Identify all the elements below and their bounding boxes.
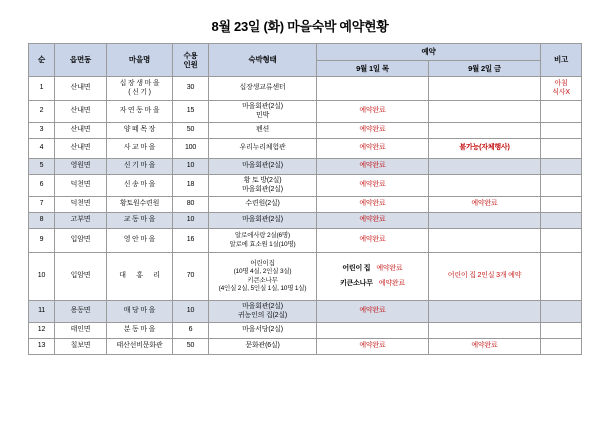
- cell-note: [541, 175, 582, 197]
- cell-eup: 고부면: [55, 213, 107, 229]
- cell-capacity: 50: [173, 123, 209, 139]
- cell-lodging-type: 마을회관(2실) 민박: [209, 101, 317, 123]
- table-row: [29, 339, 582, 355]
- day1-sub-label-2: 키큰소나무: [339, 279, 373, 287]
- cell-village: 자 연 동 마 을: [107, 101, 173, 123]
- cell-village: 교 동 마 을: [107, 213, 173, 229]
- table-row: [29, 253, 582, 301]
- cell-note: [541, 323, 582, 339]
- cell-eup: 입암면: [55, 253, 107, 301]
- cell-day1: 예약완료: [317, 197, 429, 213]
- cell-no: 9: [29, 229, 55, 253]
- cell-lodging-type: 알로에사랑 2실(6명) 알로에 효소원 1실(10명): [209, 229, 317, 253]
- cell-lodging-type: 수련원(2실): [209, 197, 317, 213]
- cell-no: 11: [29, 301, 55, 323]
- col-header-village: 마을명: [107, 44, 173, 77]
- cell-day2: [429, 159, 541, 175]
- cell-lodging-type: 황 토 방(2실) 마을회관(2실): [209, 175, 317, 197]
- page-title: 8월 23일 (화) 마을숙박 예약현황: [211, 19, 389, 34]
- cell-eup: 입암면: [55, 229, 107, 253]
- cell-lodging-type: 십장생교류센터: [209, 77, 317, 101]
- cell-day1: [317, 77, 429, 101]
- cell-eup: 영원면: [55, 159, 107, 175]
- cell-day1: 예약완료: [317, 123, 429, 139]
- cell-eup: 칠보면: [55, 339, 107, 355]
- col-header-note: 비고: [541, 44, 582, 77]
- cell-eup: 산내면: [55, 123, 107, 139]
- cell-day1: 예약완료: [317, 139, 429, 159]
- cell-day2: 불가능(자체행사): [429, 139, 541, 159]
- cell-capacity: 30: [173, 77, 209, 101]
- cell-note: [541, 301, 582, 323]
- cell-capacity: 50: [173, 339, 209, 355]
- cell-day2: 예약완료: [429, 339, 541, 355]
- cell-village: 신 기 마 을: [107, 159, 173, 175]
- cell-day1: 예약완료: [317, 213, 429, 229]
- cell-lodging-type: 마을회관(2실) 귀농인의 집(2실): [209, 301, 317, 323]
- cell-eup: 태인면: [55, 323, 107, 339]
- cell-eup: 덕천면: [55, 197, 107, 213]
- cell-no: 2: [29, 101, 55, 123]
- cell-day2: [429, 77, 541, 101]
- cell-note: [541, 123, 582, 139]
- cell-day1: 예약완료: [317, 339, 429, 355]
- cell-no: 8: [29, 213, 55, 229]
- cell-note: 아침 식사X: [541, 77, 582, 101]
- cell-day2: [429, 175, 541, 197]
- cell-village: 신 송 마 을: [107, 175, 173, 197]
- cell-village: 대 홍 리: [107, 253, 173, 301]
- cell-day1: 예약완료: [317, 229, 429, 253]
- col-header-eupmyeondong: 읍면동: [55, 44, 107, 77]
- col-header-lodging-type: 숙박형태: [209, 44, 317, 77]
- cell-no: 12: [29, 323, 55, 339]
- cell-lodging-type: 마을서당(2실): [209, 323, 317, 339]
- cell-capacity: 70: [173, 253, 209, 301]
- table-row: [29, 77, 582, 101]
- cell-note: [541, 197, 582, 213]
- cell-village: 영 안 마 을: [107, 229, 173, 253]
- cell-village: 황토원수련원: [107, 197, 173, 213]
- cell-day2: [429, 301, 541, 323]
- cell-no: 1: [29, 77, 55, 101]
- table-row: [29, 213, 582, 229]
- cell-no: 5: [29, 159, 55, 175]
- reservation-table: [28, 43, 582, 355]
- cell-day2: 어린이 집 2인실 3개 예약: [429, 253, 541, 301]
- cell-note: [541, 139, 582, 159]
- cell-day2: [429, 229, 541, 253]
- cell-capacity: 6: [173, 323, 209, 339]
- cell-capacity: 16: [173, 229, 209, 253]
- cell-capacity: 80: [173, 197, 209, 213]
- col-header-day2: 9월 2일 금: [429, 61, 541, 77]
- cell-capacity: 15: [173, 101, 209, 123]
- cell-lodging-type: 마을회관(2실): [209, 213, 317, 229]
- day1-sub-value-2: 예약완료: [378, 279, 406, 287]
- table-row: [29, 101, 582, 123]
- cell-note: [541, 339, 582, 355]
- cell-no: 4: [29, 139, 55, 159]
- table-row: [29, 123, 582, 139]
- cell-village: 양 떼 목 장: [107, 123, 173, 139]
- cell-eup: 덕천면: [55, 175, 107, 197]
- cell-eup: 산내면: [55, 139, 107, 159]
- cell-village: 분 동 마 을: [107, 323, 173, 339]
- cell-lodging-type: 우리누리체험관: [209, 139, 317, 159]
- cell-eup: 용동면: [55, 301, 107, 323]
- table-header: [29, 44, 582, 77]
- cell-day1: [317, 323, 429, 339]
- table-row: [29, 175, 582, 197]
- cell-note: [541, 101, 582, 123]
- col-header-day1: 9월 1일 목: [317, 61, 429, 77]
- cell-day1: 예약완료: [317, 301, 429, 323]
- cell-village: 태산선비문화관: [107, 339, 173, 355]
- day1-sub-value-1: 예약완료: [376, 264, 403, 272]
- table-row: [29, 323, 582, 339]
- cell-village: 매 당 마 을: [107, 301, 173, 323]
- cell-day2: [429, 101, 541, 123]
- cell-eup: 산내면: [55, 101, 107, 123]
- table-row: [29, 139, 582, 159]
- cell-day2: [429, 323, 541, 339]
- cell-lodging-type: 어린이집 (10명 4실, 2인실 3실) 키큰소나무 (4인실 2실, 5인실 1실, 10명 1실): [209, 253, 317, 301]
- cell-capacity: 100: [173, 139, 209, 159]
- cell-village: 십 장 생 마 을 ( 신 기 ): [107, 77, 173, 101]
- col-header-reservation: 예약: [317, 44, 541, 61]
- cell-note: [541, 253, 582, 301]
- table-row: [29, 229, 582, 253]
- cell-no: 10: [29, 253, 55, 301]
- col-header-capacity: 수용 인원: [173, 44, 209, 77]
- cell-note: [541, 159, 582, 175]
- cell-lodging-type: 마을회관(2실): [209, 159, 317, 175]
- cell-day2: [429, 123, 541, 139]
- cell-note: [541, 229, 582, 253]
- cell-no: 3: [29, 123, 55, 139]
- table-row: [29, 159, 582, 175]
- cell-capacity: 10: [173, 159, 209, 175]
- table-body: [29, 77, 582, 355]
- cell-lodging-type: 펜션: [209, 123, 317, 139]
- cell-lodging-type: 문화관(6실): [209, 339, 317, 355]
- cell-day1: [317, 253, 429, 301]
- table-row: [29, 301, 582, 323]
- cell-capacity: 18: [173, 175, 209, 197]
- cell-no: 13: [29, 339, 55, 355]
- cell-day2: 예약완료: [429, 197, 541, 213]
- cell-day1: 예약완료: [317, 159, 429, 175]
- header-row-1: [29, 44, 582, 61]
- cell-day1: 예약완료: [317, 175, 429, 197]
- cell-day1: 예약완료: [317, 101, 429, 123]
- cell-no: 6: [29, 175, 55, 197]
- cell-note: [541, 213, 582, 229]
- table-row: [29, 197, 582, 213]
- cell-capacity: 10: [173, 301, 209, 323]
- col-header-no: 순: [29, 44, 55, 77]
- cell-eup: 산내면: [55, 77, 107, 101]
- cell-day2: [429, 213, 541, 229]
- cell-village: 사 교 마 을: [107, 139, 173, 159]
- day1-sub-label-1: 어린이 집: [342, 264, 371, 272]
- cell-no: 7: [29, 197, 55, 213]
- cell-capacity: 10: [173, 213, 209, 229]
